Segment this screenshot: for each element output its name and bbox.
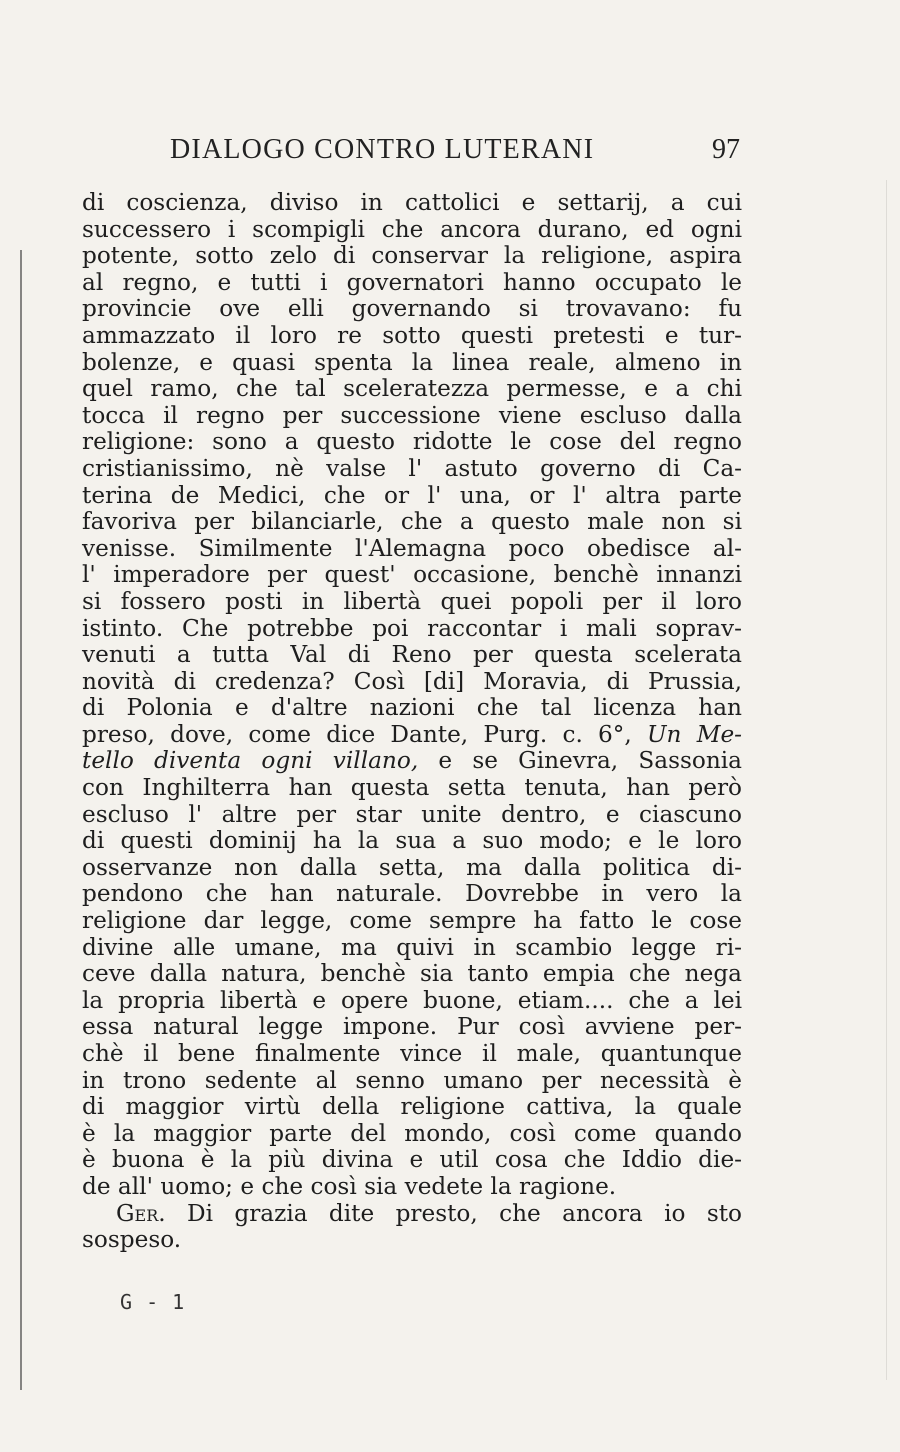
printer-signature: G - 1 <box>120 1290 186 1314</box>
text-line: di questi dominij ha la sua a suo modo; e le loro <box>82 827 742 855</box>
text-line: l' imperadore per quest' occasione, benchè innanzi <box>82 561 742 589</box>
speaker-name: Ger. <box>116 1199 166 1227</box>
text-line: successero i scompigli che ancora durano, ed ogni <box>82 215 742 243</box>
text-line: venisse. Similmente l'Alemagna poco obedisce al- <box>82 534 742 562</box>
text-line: di coscienza, diviso in cattolici e settarij, a cui <box>82 189 742 216</box>
page-edge-shadow <box>20 250 22 1390</box>
text-line: terina de Medici, che or l' una, or l' altra parte <box>82 481 742 509</box>
text-line: provincie ove elli governando si trovavano: fu <box>82 295 742 323</box>
italic-quote: tello diventa ogni villano, <box>82 747 419 775</box>
text-line: osservanze non dalla setta, ma dalla politica di- <box>82 853 742 881</box>
text-line: cristianissimo, nè valse l' astuto governo di Ca- <box>82 454 742 482</box>
text-line: divine alle umane, ma quivi in scambio legge ri- <box>82 933 742 961</box>
text-line: tocca il regno per successione viene escluso dalla <box>82 401 742 429</box>
page-header <box>82 134 742 174</box>
text-line: de all' uomo; e che così sia vedete la ragione. <box>82 1172 617 1200</box>
speech-text: Di grazia dite presto, che ancora io sto <box>186 1199 742 1227</box>
running-title: DIALOGO CONTRO LUTERANI <box>170 134 595 165</box>
body-text <box>82 190 742 1254</box>
text-segment: e se Ginevra, Sassonia <box>438 747 742 775</box>
text-line-with-italic <box>82 722 742 749</box>
text-line: favoriva per bilanciarle, che a questo male non si <box>82 508 742 536</box>
text-line: di Polonia e d'altre nazioni che tal licenza han <box>82 694 742 722</box>
text-line: pendono che han naturale. Dovrebbe in vero la <box>82 880 742 908</box>
text-line: si fossero posti in libertà quei popoli per il loro <box>82 587 742 615</box>
text-line: è buona è la più divina e util cosa che Iddio die- <box>82 1146 742 1174</box>
text-line: novità di credenza? Così [di] Moravia, di Prussia, <box>82 667 742 695</box>
text-line: religione dar legge, come sempre ha fatto le cose <box>82 907 742 935</box>
text-line: ceve dalla natura, benchè sia tanto empia che nega <box>82 960 742 988</box>
text-line: venuti a tutta Val di Reno per questa scelerata <box>82 641 742 669</box>
speech-line <box>82 1201 742 1228</box>
text-line: al regno, e tutti i governatori hanno occupato le <box>82 268 742 296</box>
text-line: quel ramo, che tal sceleratezza permesse, e a chi <box>82 375 742 403</box>
text-line: bolenze, e quasi spenta la linea reale, almeno in <box>82 348 742 376</box>
italic-quote: Un Me- <box>647 720 743 748</box>
text-line: in trono sedente al senno umano per necessità è <box>82 1066 742 1094</box>
text-line: la propria libertà e opere buone, etiam.... che a lei <box>82 986 742 1014</box>
text-line: chè il bene finalmente vince il male, quantunque <box>82 1040 742 1067</box>
text-line: è la maggior parte del mondo, così come quando <box>82 1119 742 1147</box>
text-line: religione: sono a questo ridotte le cose del regno <box>82 428 742 456</box>
text-segment: preso, dove, come dice Dante, Purg. c. 6°, <box>82 720 632 748</box>
speech-line: sospeso. <box>82 1226 182 1254</box>
page-edge-right <box>886 180 887 1380</box>
text-line: con Inghilterra han questa setta tenuta, han però <box>82 774 742 802</box>
text-line: istinto. Che potrebbe poi raccontar i mali soprav- <box>82 614 742 642</box>
text-line: ammazzato il loro re sotto questi pretesti e tur- <box>82 321 742 349</box>
page-number: 97 <box>712 134 740 165</box>
text-line: escluso l' altre per star unite dentro, e ciascuno <box>82 800 742 828</box>
text-line: potente, sotto zelo di conservar la religione, aspira <box>82 242 742 270</box>
text-line: essa natural legge impone. Pur così avviene per- <box>82 1013 742 1041</box>
text-line-with-italic <box>82 748 742 775</box>
text-line: di maggior virtù della religione cattiva, la quale <box>82 1093 742 1121</box>
